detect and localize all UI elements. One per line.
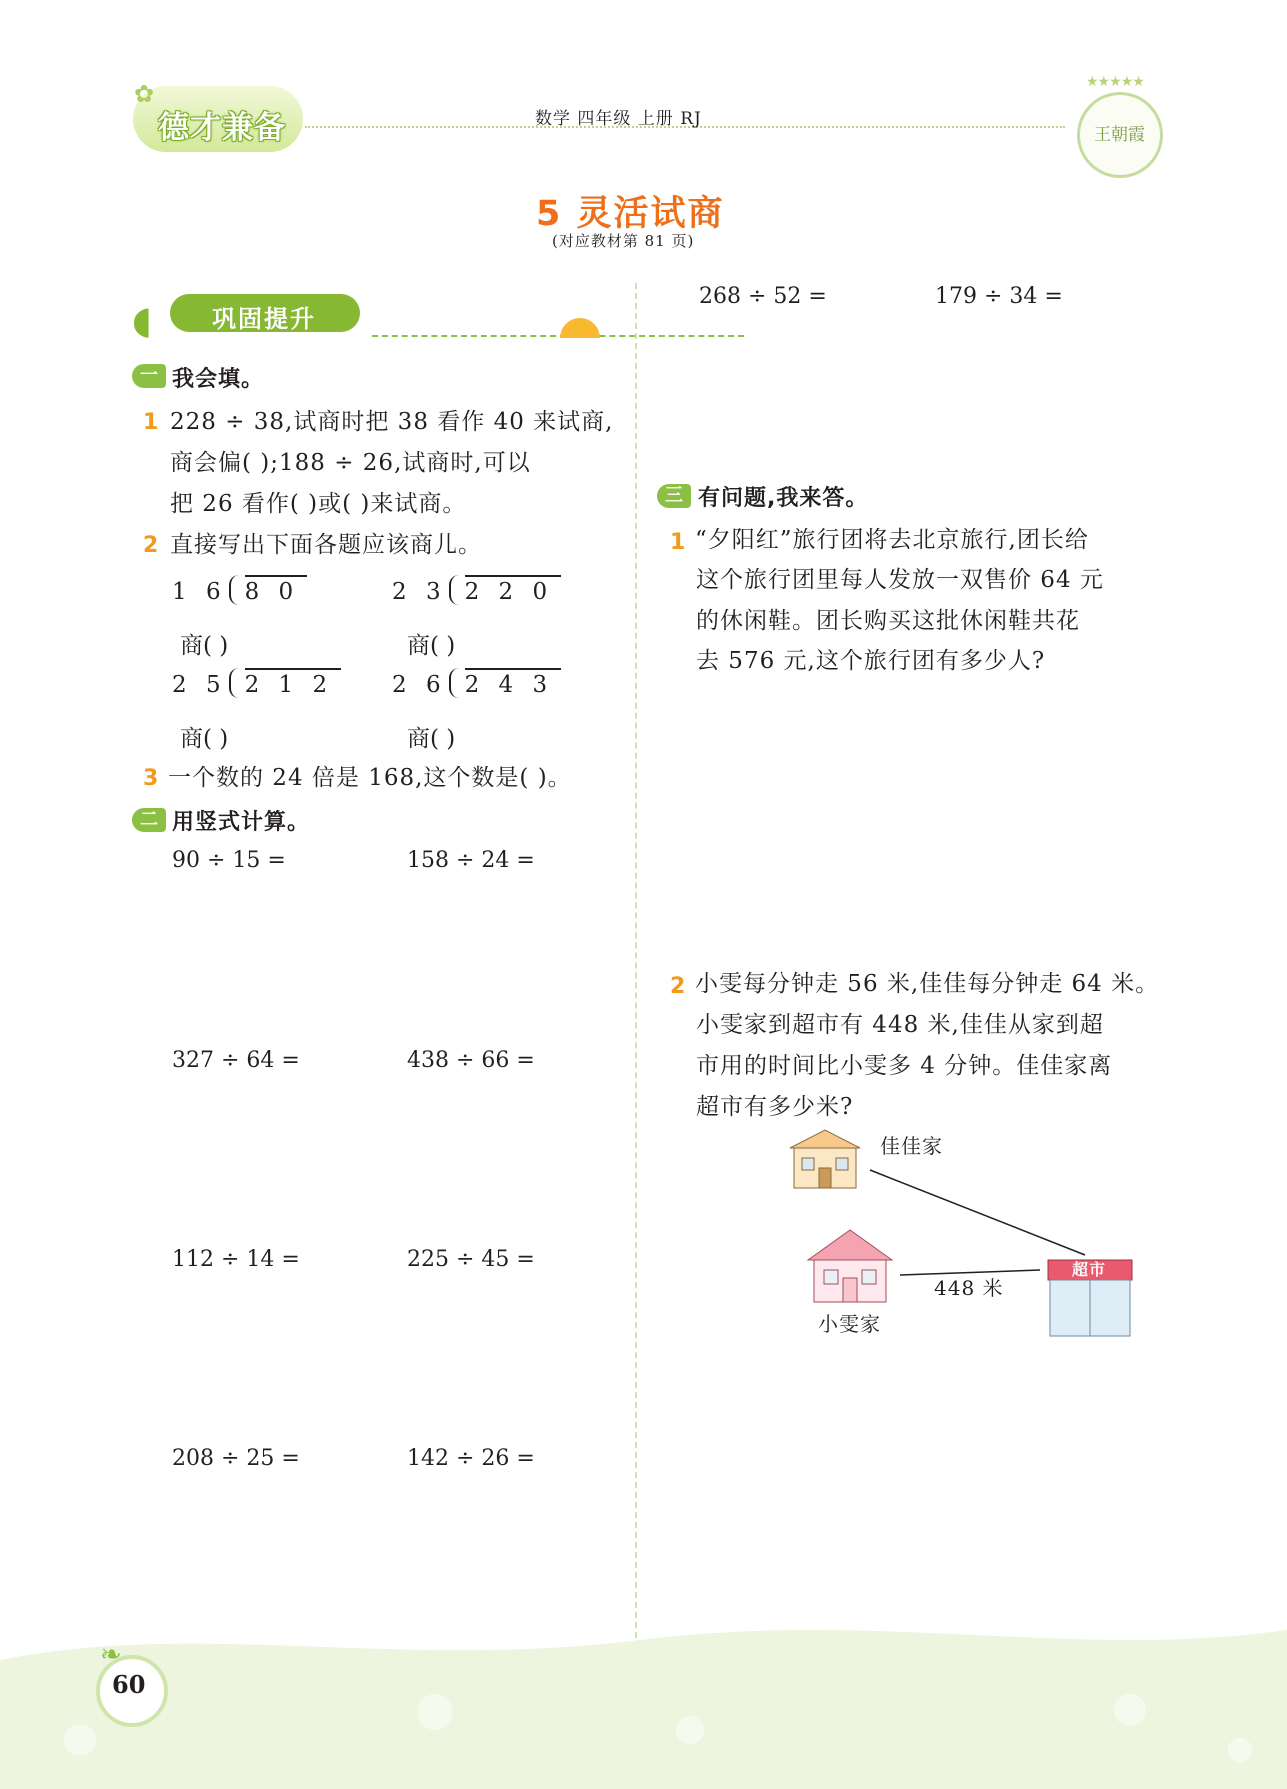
question-3-text: 一个数的 24 倍是 168,这个数是( )。	[168, 765, 572, 791]
page-number: 60	[112, 1670, 146, 1699]
route-line-jiajia	[870, 1170, 1085, 1255]
divisor: 2 3	[392, 579, 447, 605]
xiaowen-house-icon	[808, 1230, 892, 1302]
divisor: 1 6	[172, 579, 227, 605]
label-distance: 448 米	[934, 1276, 1004, 1300]
problem-1-line-3: 的休闲鞋。团长购买这批休闲鞋共花	[696, 608, 1080, 634]
divisor: 2 5	[172, 672, 227, 698]
problem-1-line-1: “夕阳红”旅行团将去北京旅行,团长给	[695, 527, 1089, 553]
lesson-title: 5 灵活试商	[536, 194, 725, 234]
dividend: 8 0	[245, 575, 308, 605]
problem-1-number: 1	[670, 530, 686, 555]
long-division-2	[392, 575, 561, 605]
dividend: 2 2 0	[465, 575, 562, 605]
dolphin-icon: ❧	[100, 1640, 122, 1670]
problem-1-line-2: 这个旅行团里每人发放一双售价 64 元	[696, 567, 1104, 593]
problem-2-line-4: 超市有多少米?	[696, 1094, 854, 1120]
label-jiajia-home: 佳佳家	[880, 1134, 943, 1158]
long-division-1	[172, 575, 307, 605]
section-banner	[132, 282, 610, 342]
seal-text: 王朝霞	[1094, 125, 1145, 145]
book-info: 数学 四年级 上册 RJ	[535, 109, 702, 129]
label-supermarket: 超市	[1072, 1260, 1107, 1279]
label-xiaowen-home: 小雯家	[818, 1312, 881, 1336]
long-division-4	[392, 668, 561, 698]
divisor: 2 6	[392, 672, 447, 698]
quotient-blank-3: 商( )	[180, 726, 229, 752]
dividend: 2 4 3	[465, 668, 562, 698]
column-divider	[635, 283, 637, 1638]
problem-1-line-4: 去 576 元,这个旅行团有多少人?	[696, 648, 1046, 674]
division-expression: 112 ÷ 14 =	[172, 1247, 300, 1272]
stars-icon: ★★★★★	[1086, 74, 1144, 90]
question-3-number: 3	[143, 766, 159, 791]
division-expression: 142 ÷ 26 =	[407, 1446, 535, 1471]
section-2-badge: 二	[132, 808, 166, 832]
division-expression: 225 ÷ 45 =	[407, 1247, 535, 1272]
section-1-title: 我会填。	[172, 367, 265, 392]
footer-wave	[0, 1600, 1287, 1789]
quotient-blank-4: 商( )	[407, 726, 456, 752]
question-2-number: 2	[143, 533, 159, 558]
banner-dashed-line	[372, 335, 744, 337]
question-2-text: 直接写出下面各题应该商儿。	[170, 532, 482, 558]
question-1-line-2: 商会偏( );188 ÷ 26,试商时,可以	[170, 450, 531, 476]
whale-icon: ◖	[132, 298, 153, 342]
section-1-badge: 一	[132, 364, 166, 388]
lesson-subtitle: (对应教材第 81 页)	[552, 232, 695, 250]
problem-2-line-2: 小雯家到超市有 448 米,佳佳从家到超	[696, 1012, 1104, 1038]
quotient-blank-2: 商( )	[407, 633, 456, 659]
division-expression: 268 ÷ 52 =	[699, 284, 827, 309]
problem-2-line-3: 市用的时间比小雯多 4 分钟。佳佳家离	[696, 1053, 1113, 1079]
division-expression: 438 ÷ 66 =	[407, 1048, 535, 1073]
division-expression: 179 ÷ 34 =	[935, 284, 1063, 309]
brand-logo-text: 德才兼备	[158, 110, 286, 146]
jiajia-house-icon	[790, 1130, 860, 1188]
division-expression: 158 ÷ 24 =	[407, 848, 535, 873]
banner-label: 巩固提升	[212, 305, 316, 333]
question-1-line-1: 228 ÷ 38,试商时把 38 看作 40 来试商,	[170, 409, 614, 435]
dividend: 2 1 2	[245, 668, 342, 698]
division-expression: 90 ÷ 15 =	[172, 848, 286, 873]
question-1-number: 1	[143, 410, 159, 435]
problem-2-number: 2	[670, 974, 686, 999]
long-division-3	[172, 668, 341, 698]
division-expression: 327 ÷ 64 =	[172, 1048, 300, 1073]
problem-2-line-1: 小雯每分钟走 56 米,佳佳每分钟走 64 米。	[695, 971, 1160, 997]
palm-tree-icon: ✿	[134, 80, 155, 108]
section-3-title: 有问题,我来答。	[698, 486, 869, 511]
section-3-badge: 三	[657, 484, 691, 508]
section-2-title: 用竖式计算。	[172, 810, 311, 835]
division-expression: 208 ÷ 25 =	[172, 1446, 300, 1471]
question-1-line-3: 把 26 看作( )或( )来试商。	[170, 491, 467, 517]
quotient-blank-1: 商( )	[180, 633, 229, 659]
